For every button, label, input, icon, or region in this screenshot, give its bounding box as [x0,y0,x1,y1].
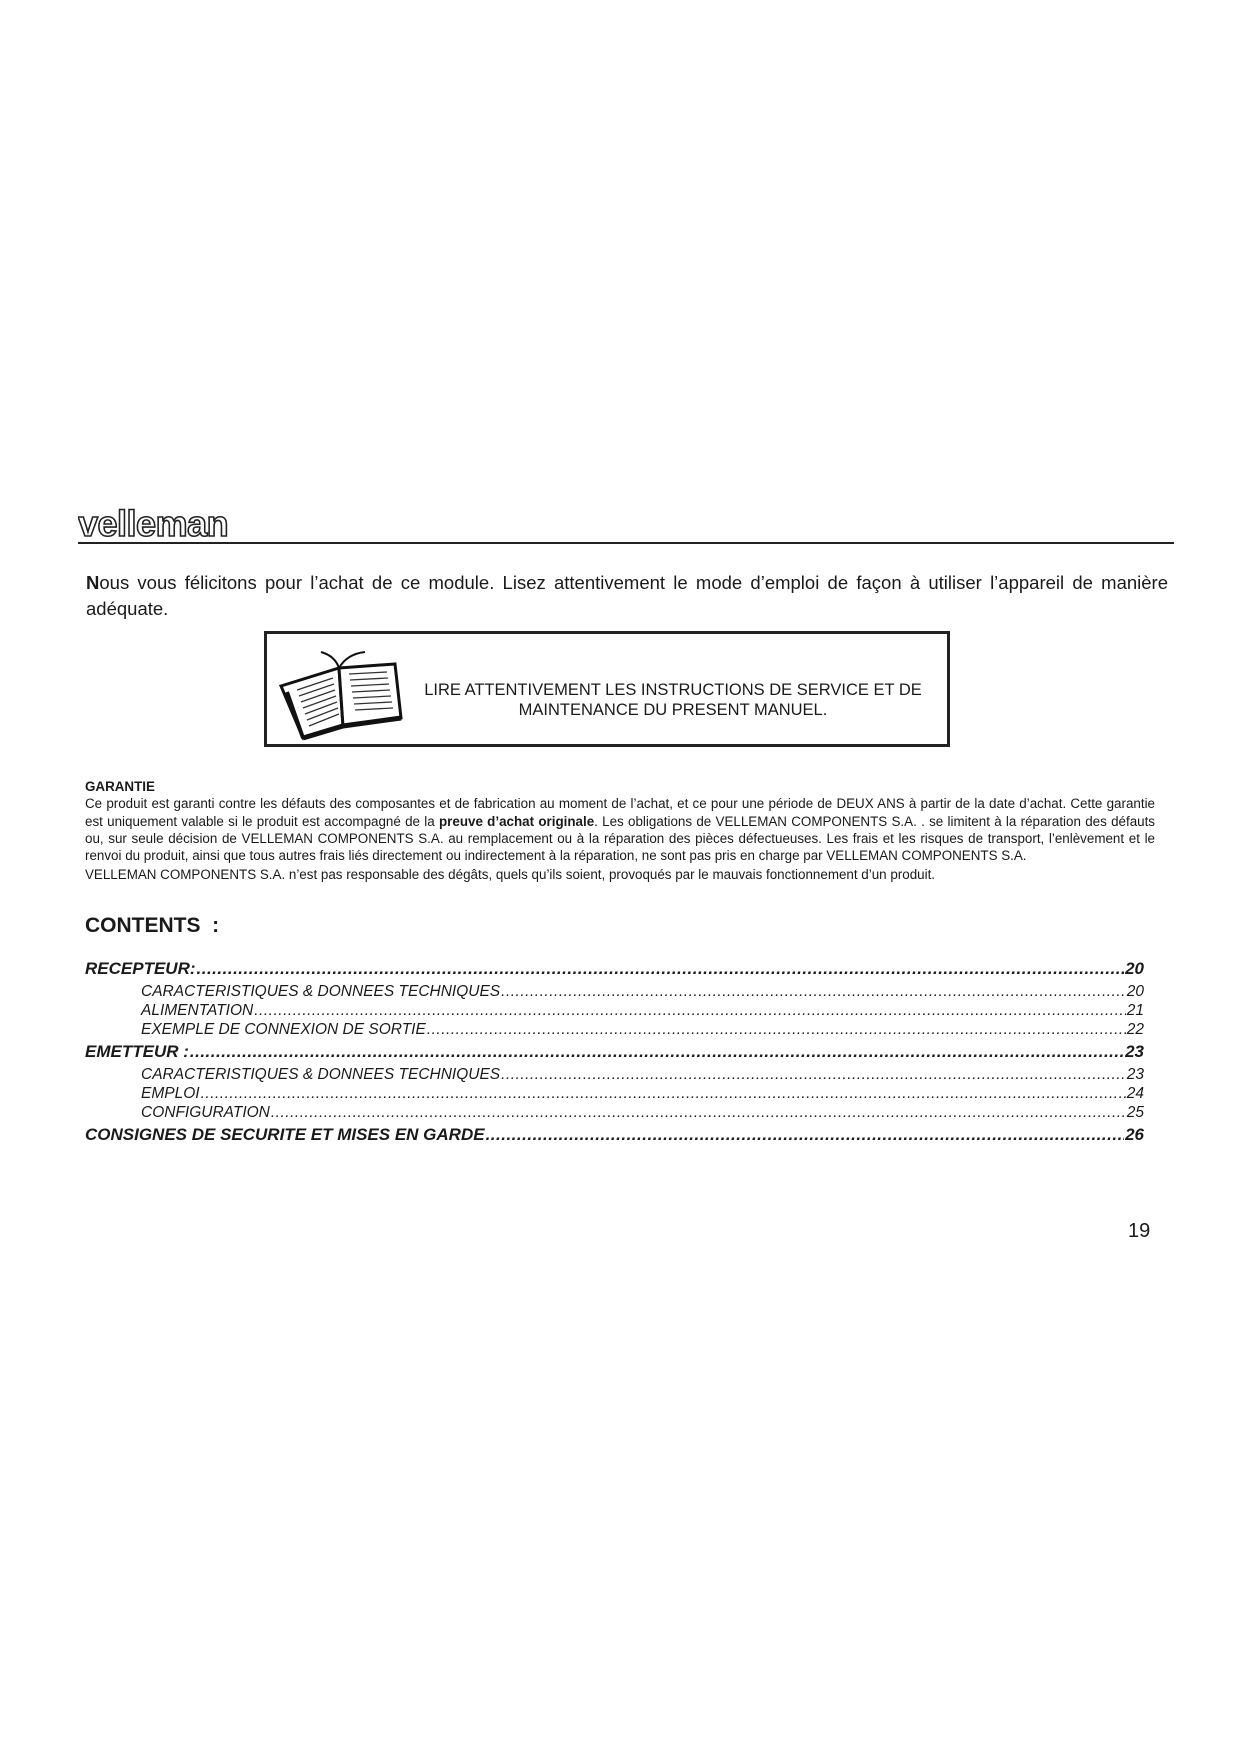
header-rule [78,542,1174,544]
toc-leader [190,1039,1124,1065]
toc-label: EMETTEUR : [85,1042,189,1061]
notice-line-1: LIRE ATTENTIVEMENT LES INSTRUCTIONS DE SERVICE ET DE [424,681,922,699]
toc-page: 22 [1126,1021,1144,1038]
warranty-text-after: . Les obligations de VELLEMAN COMPONENTS S.A. . se limitent à la réparation des défauts ou, sur seule décision de VELLEMAN COMPONENTS S.A. au remplacement ou à la réparation des pièces défectueuses. Les frais et les risques de transport, l’enlèvement et le renvoi du produit, ainsi que tous autres frais liés directement ou indirectement à la réparation, ne sont pas pris en charge par VELLEMAN COMPONENTS S.A. [85,813,1155,864]
toc-leader [271,1103,1126,1122]
toc-entry-emetteur-caracteristiques[interactable] [85,1065,1144,1084]
toc-leader [197,956,1125,982]
toc-label: RECEPTEUR: [85,959,196,978]
toc-page: 25 [1126,1104,1144,1121]
toc-page: 24 [1126,1085,1144,1102]
page-number: 19 [1128,1220,1151,1242]
toc-label: EMPLOI [141,1085,200,1102]
toc-page: 20 [1126,983,1144,1000]
toc-page: 20 [1125,959,1144,978]
intro-text: ous vous félicitons pour l’achat de ce module. Lisez attentivement le mode d’emploi de façon à utiliser l’appareil de manière adéquate. [86,572,1168,619]
warranty-text-before: Ce produit est garanti contre les défauts des composantes et de fabrication au moment de l’achat, et ce pour une période de DEUX ANS à partir de la date d’achat. Cette garantie est uniquement valable si le produit est accompagné de la [85,796,1155,829]
notice-box [264,631,950,747]
toc-label: EXEMPLE DE CONNEXION DE SORTIE [141,1021,426,1038]
warranty-section [85,778,1155,884]
toc-label: CARACTERISTIQUES & DONNEES TECHNIQUES [141,983,501,1000]
warranty-liability: VELLEMAN COMPONENTS S.A. n’est pas responsable des dégâts, quels qu’ils soient, provoqués par le mauvais fonctionnement d’un produit. [85,867,936,883]
toc-label: CONSIGNES DE SECURITE ET MISES EN GARDE [85,1125,485,1144]
toc-page: 26 [1125,1125,1144,1144]
intro-lead-letter: N [86,572,100,593]
toc-entry-configuration[interactable] [85,1103,1144,1122]
table-of-contents [85,956,1144,1148]
toc-entry-emetteur[interactable] [85,1039,1144,1065]
notice-line-2: MAINTENANCE DU PRESENT MANUEL. [518,701,828,719]
toc-entry-exemple-connexion[interactable] [85,1020,1144,1039]
toc-page: 23 [1125,1042,1144,1061]
toc-leader [501,1065,1126,1084]
warranty-body [85,795,1155,864]
intro-paragraph [86,570,1168,622]
toc-entry-consignes-securite[interactable] [85,1122,1144,1148]
toc-leader [427,1020,1126,1039]
warranty-proof-of-purchase: preuve d’achat originale [438,813,595,829]
notice-message [413,680,933,720]
warranty-heading: GARANTIE [85,779,155,794]
velleman-logo [78,506,238,542]
toc-leader [501,982,1126,1001]
toc-page: 21 [1126,1002,1144,1019]
toc-leader [201,1084,1126,1103]
toc-leader [254,1001,1126,1020]
toc-entry-alimentation[interactable] [85,1001,1144,1020]
toc-entry-recepteur[interactable] [85,956,1144,982]
toc-entry-emploi[interactable] [85,1084,1144,1103]
toc-label: CARACTERISTIQUES & DONNEES TECHNIQUES [141,1066,501,1083]
toc-leader [486,1122,1125,1148]
open-book-icon [273,646,413,742]
toc-entry-recepteur-caracteristiques[interactable] [85,982,1144,1001]
contents-title: CONTENTS : [85,914,220,937]
svg-text:velleman: velleman [78,506,229,542]
toc-page: 23 [1126,1066,1144,1083]
toc-label: CONFIGURATION [141,1104,270,1121]
toc-label: ALIMENTATION [141,1002,254,1019]
